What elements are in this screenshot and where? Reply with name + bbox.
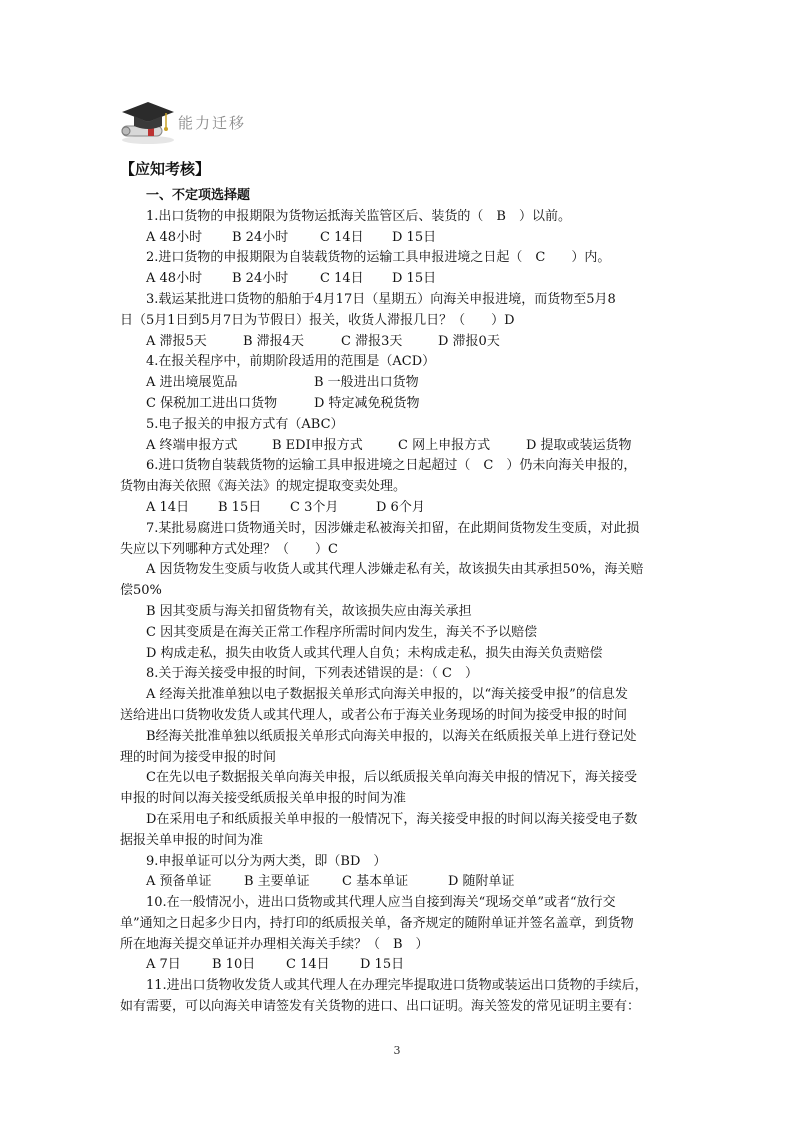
question-11-line-2: 如有需要，可以向海关申请签发有关货物的进口、出口证明。海关签发的常见证明主要有： (120, 999, 641, 1015)
option: B 10日 (212, 957, 256, 973)
header-title: 能力迁移 (178, 114, 247, 132)
option: D 15日 (392, 271, 437, 287)
question-11-line-1: 11.进出口货物收发货人或其代理人在办理完毕提取进口货物或装运出口货物的手续后， (146, 978, 648, 994)
question-8-option-d-line-2: 据报关单申报的时间为准 (120, 832, 264, 848)
question-4: 4.在报关程序中，前期阶段适用的范围是（ACD） (146, 354, 436, 370)
question-8-option-b-line-2: 理的时间为接受申报的时间 (120, 749, 277, 765)
question-10-line-3: 所在地海关提交单证并办理相关海关手续？（ B ） (120, 936, 429, 952)
option: C 基本单证 (342, 874, 409, 890)
option: A 滞报5天 (146, 333, 207, 349)
question-5-options (120, 436, 688, 457)
option: C 滞报3天 (341, 333, 403, 349)
question-7-option-a-line-2: 偿50% (120, 583, 162, 599)
question-8-option-d-line-1: D在采用电子和纸质报关单申报的一般情况下，海关接受申报的时间以海关接受电子数 (146, 811, 638, 827)
question-7-line-2: 失应以下列哪种方式处理？（ ）C (120, 541, 338, 557)
option: D 随附单证 (448, 874, 515, 890)
subhead: 一、不定项选择题 (146, 188, 251, 203)
question-7-option-a-line-1: A 因货物发生变质与收货人或其代理人涉嫌走私有关，故该损失由其承担50%，海关赔 (146, 562, 644, 578)
question-3-options (120, 332, 688, 353)
option: D 滞报0天 (438, 333, 500, 349)
option: D 特定减免税货物 (314, 395, 420, 411)
option: B 滞报4天 (243, 333, 304, 349)
option: A 48小时 (146, 229, 203, 245)
question-8: 8.关于海关接受申报的时间，下列表述错误的是：（ C ） (146, 666, 478, 682)
question-4-options-row-1 (120, 373, 688, 394)
question-6-options (120, 498, 688, 519)
option: B 24小时 (232, 229, 289, 245)
section-header (118, 100, 258, 148)
option: B 15日 (218, 499, 262, 515)
question-10-options (120, 955, 688, 976)
question-3-line-1: 3.载运某批进口货物的船舶于4月17日（星期五）向海关申报进境，而货物至5月8 (146, 291, 616, 307)
option: D 提取或装运货物 (526, 437, 632, 453)
option: C 14日 (320, 271, 364, 287)
option: A 14日 (146, 499, 190, 515)
graduation-cap-diploma-icon (118, 100, 178, 146)
question-10-line-1: 10.在一般情况小，进出口货物或其代理人应当自接到海关“现场交单”或者“放行交 (146, 895, 616, 911)
question-list (120, 186, 688, 1018)
question-7-line-1: 7.某批易腐进口货物通关时，因涉嫌走私被海关扣留，在此期间货物发生变质，对此损 (146, 520, 640, 536)
option: D 15日 (392, 229, 437, 245)
option: A 预备单证 (146, 874, 212, 890)
question-4-options-row-2 (120, 394, 688, 415)
option: D 6个月 (376, 499, 425, 515)
option: C 14日 (286, 957, 330, 973)
option: C 网上申报方式 (398, 437, 491, 453)
option: A 7日 (146, 957, 181, 973)
question-10-line-2: 单”通知之日起多少日内，持打印的纸质报关单，备齐规定的随附单证并签名盖章，到货物 (120, 915, 634, 931)
question-3-line-2: 日（5月1日到5月7日为节假日）报关，收货人滞报几日？（ ）D (120, 312, 515, 328)
option: A 终端申报方式 (146, 437, 238, 453)
page-number: 3 (393, 1044, 401, 1057)
option: A 进出境展览品 (146, 375, 238, 391)
option: B 一般进出口货物 (314, 375, 419, 391)
question-9-options (120, 872, 688, 893)
question-8-option-a-line-1: A 经海关批准单独以电子数据报关单形式向海关申报的，以“海关接受申报”的信息发 (146, 687, 628, 703)
question-8-option-c-line-1: C在先以电子数据报关单向海关申报，后以纸质报关单向海关申报的情况下，海关接受 (146, 770, 637, 786)
question-9: 9.申报单证可以分为两大类，即（BD ） (146, 853, 387, 869)
question-7-option-b: B 因其变质与海关扣留货物有关，故该损失应由海关承担 (146, 603, 472, 619)
question-6-line-1: 6.进口货物自装载货物的运输工具申报进境之日起超过（ C ）仍未向海关申报的， (146, 458, 637, 474)
question-1: 1.出口货物的申报期限为货物运抵海关监管区后、装货的（ B ）以前。 (146, 208, 571, 224)
question-6-line-2: 货物由海关依照《海关法》的规定提取变卖处理。 (120, 479, 407, 495)
option: C 14日 (320, 229, 364, 245)
option: C 保税加工进出口货物 (146, 395, 278, 411)
option: B 主要单证 (244, 874, 310, 890)
option: B EDI申报方式 (272, 437, 363, 453)
question-8-option-c-line-2: 申报的时间以海关接受纸质报关单申报的时间为准 (120, 791, 407, 807)
question-2-options (120, 269, 688, 290)
option: D 15日 (360, 957, 405, 973)
option: A 48小时 (146, 271, 203, 287)
option: B 24小时 (232, 271, 289, 287)
section-title: 【应知考核】 (120, 160, 211, 178)
question-7-option-c: C 因其变质是在海关正常工作程序所需时间内发生，海关不予以赔偿 (146, 624, 538, 640)
question-8-option-b-line-1: B经海关批准单独以纸质报关单形式向海关申报的，以海关在纸质报关单上进行登记处 (146, 728, 637, 744)
question-1-options (120, 228, 688, 249)
question-5: 5.电子报关的申报方式有（ABC） (146, 416, 344, 432)
question-7-option-d: D 构成走私，损失由收货人或其代理人自负；未构成走私，损失由海关负责赔偿 (146, 645, 603, 661)
question-8-option-a-line-2: 送给进出口货物收发货人或其代理人，或者公布于海关业务现场的时间为接受申报的时间 (120, 707, 628, 723)
question-2: 2.进口货物的申报期限为自装载货物的运输工具申报进境之日起（ C ）内。 (146, 250, 611, 266)
option: C 3个月 (290, 499, 339, 515)
